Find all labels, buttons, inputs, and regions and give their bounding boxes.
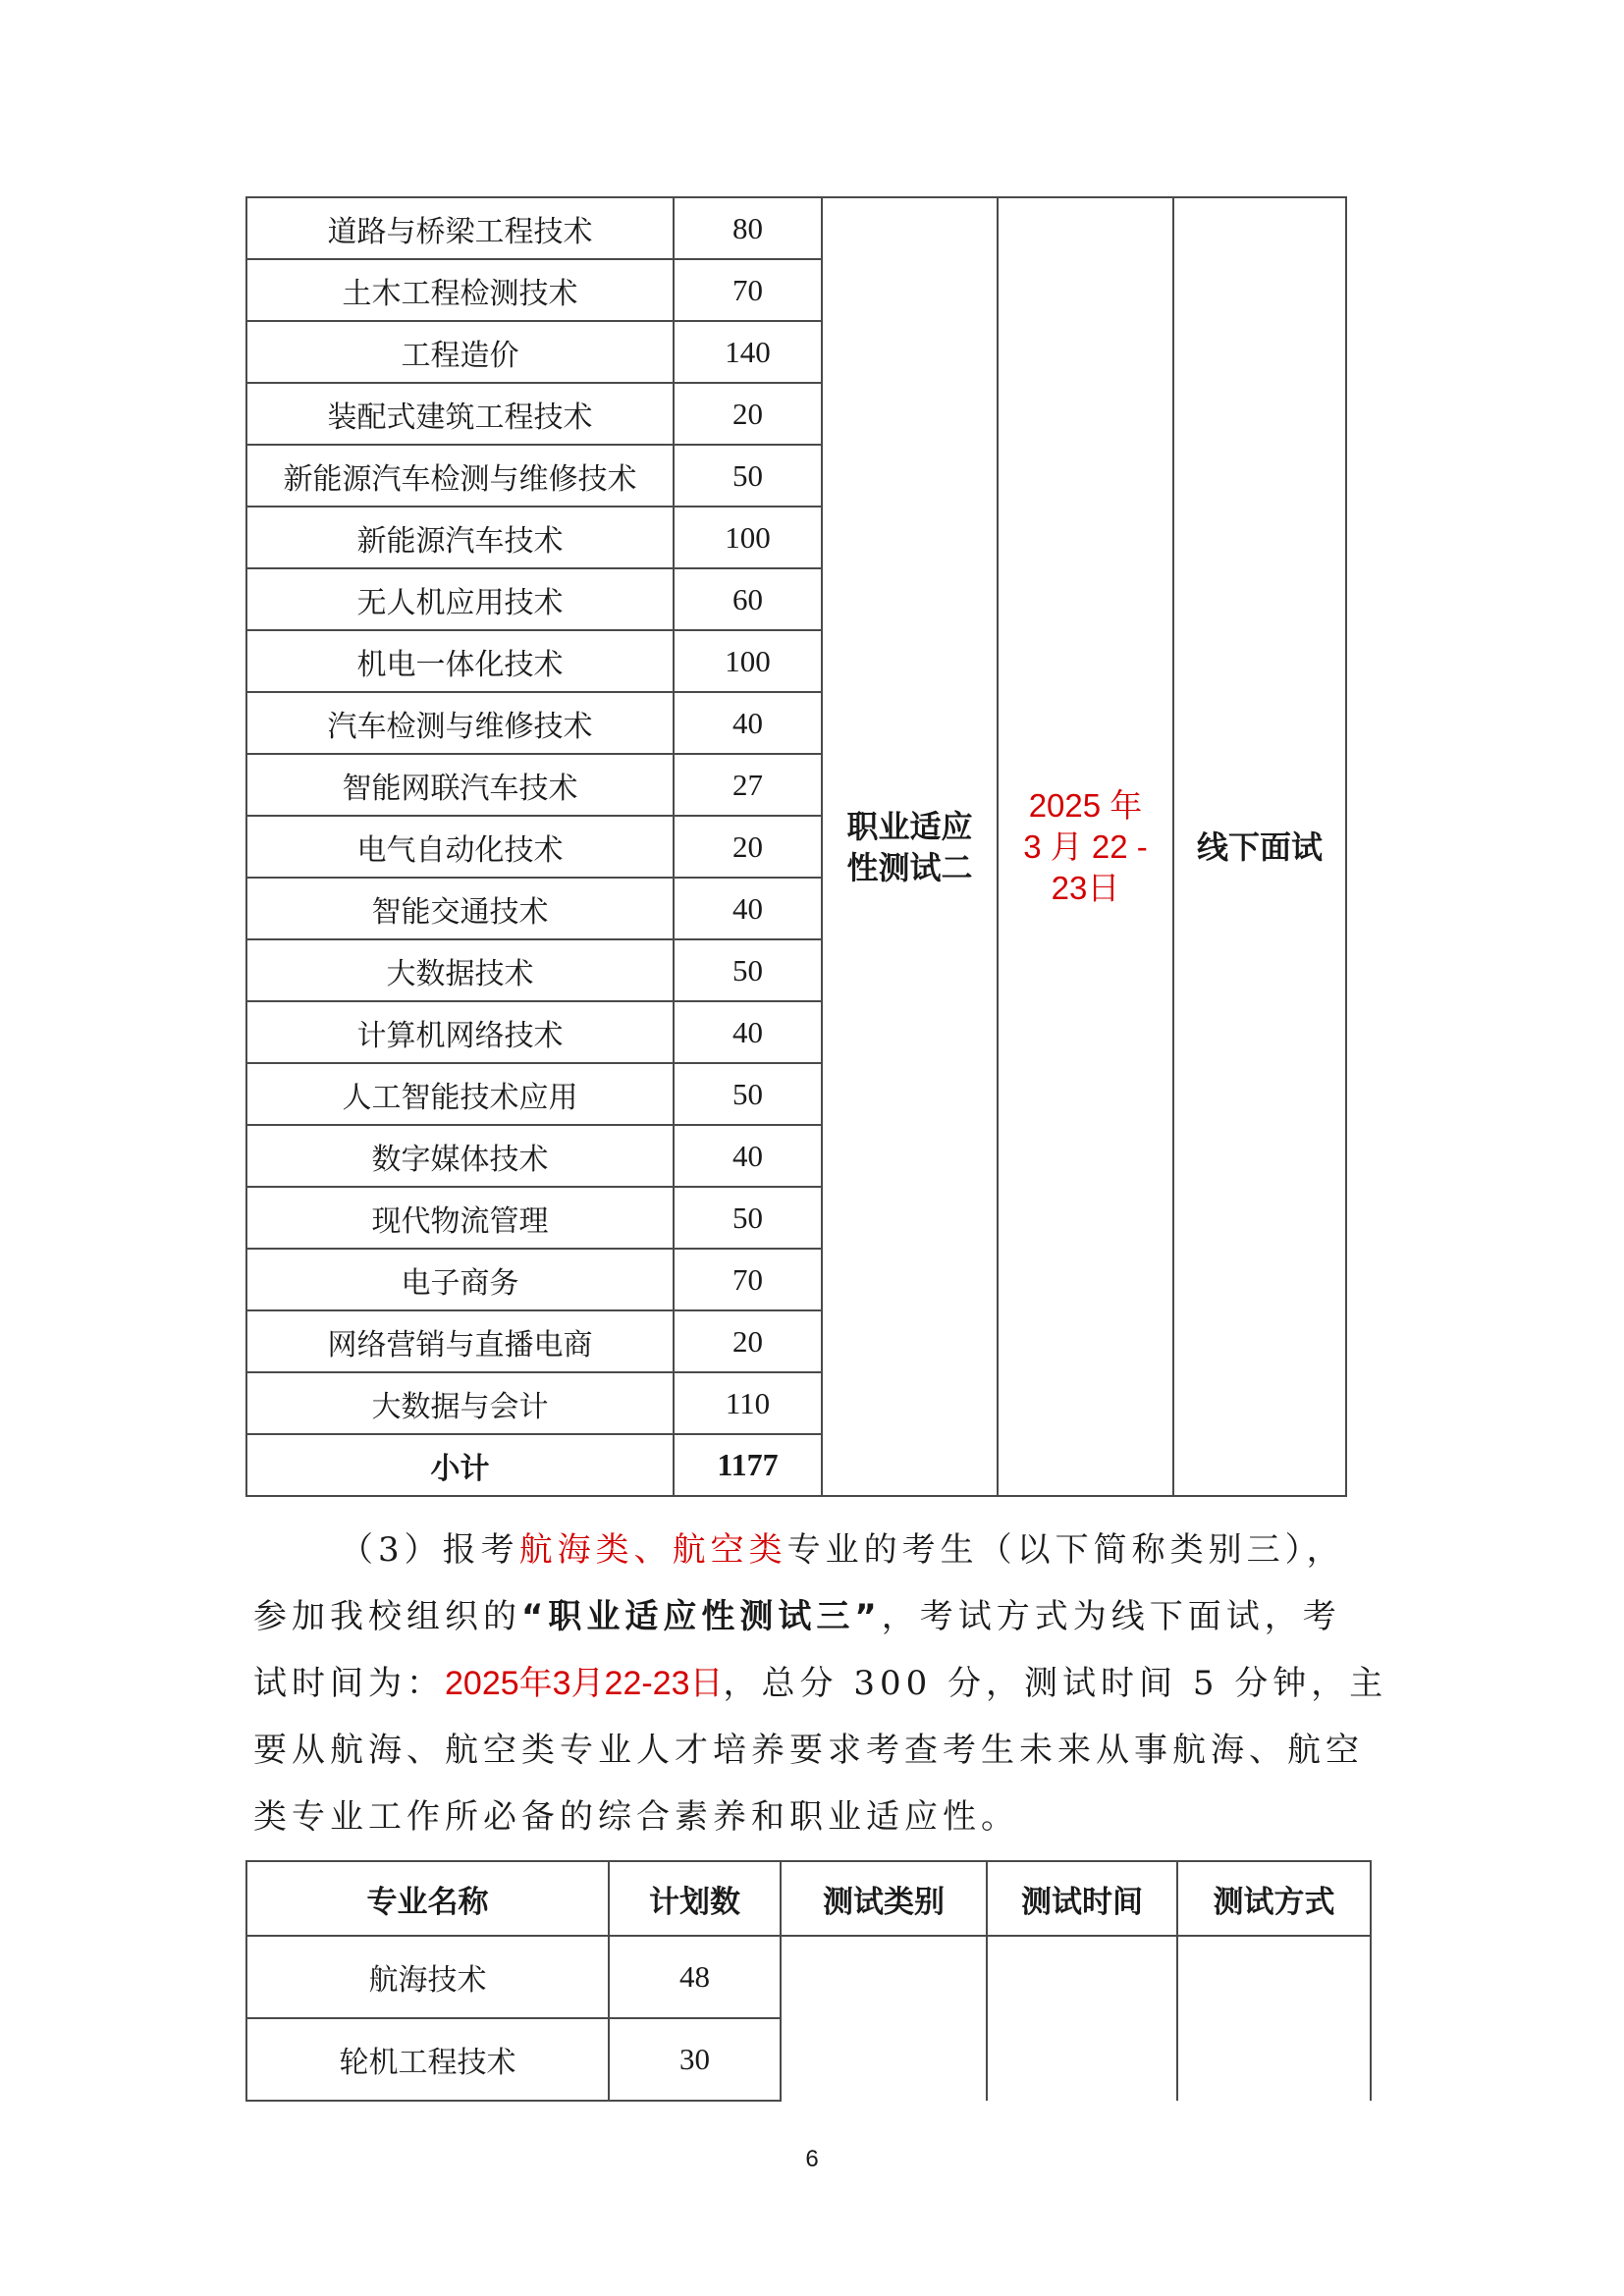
text-span: （3）报考 xyxy=(340,1530,519,1570)
table-row xyxy=(246,197,1346,259)
subtotal-value: 1177 xyxy=(674,1434,822,1496)
test-method-cell: 线下面试 xyxy=(1173,197,1346,1496)
text-span: 专业的考生（以下简称类别三）， xyxy=(786,1530,1345,1570)
plan-count: 48 xyxy=(609,1936,781,2018)
plan-count: 70 xyxy=(674,1249,822,1310)
plan-count: 140 xyxy=(674,321,822,383)
major-name: 土木工程检测技术 xyxy=(246,259,674,321)
plan-count: 27 xyxy=(674,754,822,816)
major-name: 智能交通技术 xyxy=(246,878,674,939)
plan-count: 80 xyxy=(674,197,822,259)
test-type-cell xyxy=(781,1936,987,2101)
column-header: 计划数 xyxy=(609,1861,781,1936)
major-name: 大数据技术 xyxy=(246,939,674,1001)
test-method-cell xyxy=(1177,1936,1371,2101)
major-name: 轮机工程技术 xyxy=(246,2018,609,2101)
plan-count: 40 xyxy=(674,1125,822,1187)
majors-table-category-three xyxy=(245,1860,1372,2102)
major-name: 航海技术 xyxy=(246,1936,609,2018)
major-name: 网络营销与直播电商 xyxy=(246,1310,674,1372)
test-time-cell xyxy=(998,197,1173,1496)
column-header: 专业名称 xyxy=(246,1861,609,1936)
major-name: 道路与桥梁工程技术 xyxy=(246,197,674,259)
text-span: 试时间为： xyxy=(253,1664,445,1703)
plan-count: 20 xyxy=(674,1310,822,1372)
major-name: 人工智能技术应用 xyxy=(246,1063,674,1125)
test-time-cell xyxy=(987,1936,1177,2101)
plan-count: 20 xyxy=(674,816,822,878)
text-span: ，考试方式为线下面试，考 xyxy=(881,1597,1341,1636)
test-type-cell xyxy=(822,197,998,1496)
major-name: 装配式建筑工程技术 xyxy=(246,383,674,445)
highlight-date: 2025年3月22-23日 xyxy=(445,1665,724,1702)
major-name: 大数据与会计 xyxy=(246,1372,674,1434)
column-header: 测试时间 xyxy=(987,1861,1177,1936)
paragraph-line xyxy=(253,1650,1388,1717)
test-type-line: 性测试二 xyxy=(846,848,973,886)
majors-table-category-two xyxy=(245,196,1347,1497)
plan-count: 30 xyxy=(609,2018,781,2101)
plan-count: 50 xyxy=(674,1063,822,1125)
major-name: 机电一体化技术 xyxy=(246,630,674,692)
plan-count: 100 xyxy=(674,507,822,568)
text-span: ，总分 300 分，测试时间 5 分钟，主 xyxy=(723,1664,1388,1703)
category-three-paragraph xyxy=(253,1517,1388,1850)
plan-count: 50 xyxy=(674,939,822,1001)
plan-count: 40 xyxy=(674,878,822,939)
major-name: 智能网联汽车技术 xyxy=(246,754,674,816)
major-name: 汽车检测与维修技术 xyxy=(246,692,674,754)
subtotal-label: 小计 xyxy=(246,1434,674,1496)
table-row xyxy=(246,1936,1371,2018)
test-time-line: 2025 年 xyxy=(1028,786,1143,824)
major-name: 计算机网络技术 xyxy=(246,1001,674,1063)
paragraph-line: 要从航海、航空类专业人才培养要求考查考生未来从事航海、航空 xyxy=(253,1731,1364,1770)
plan-count: 60 xyxy=(674,568,822,630)
test-type-line: 职业适应 xyxy=(846,807,973,845)
text-span: 参加我校组织的 xyxy=(253,1597,521,1636)
plan-count: 50 xyxy=(674,445,822,507)
major-name: 无人机应用技术 xyxy=(246,568,674,630)
plan-count: 70 xyxy=(674,259,822,321)
major-name: 数字媒体技术 xyxy=(246,1125,674,1187)
header-row xyxy=(246,1861,1371,1936)
page-number: 6 xyxy=(805,2146,819,2172)
highlight-text: 航海类、航空类 xyxy=(518,1530,787,1570)
test-time-line: 23日 xyxy=(1051,869,1120,906)
plan-count: 40 xyxy=(674,692,822,754)
plan-count: 40 xyxy=(674,1001,822,1063)
column-header: 测试方式 xyxy=(1177,1861,1371,1936)
plan-count: 100 xyxy=(674,630,822,692)
plan-count: 20 xyxy=(674,383,822,445)
plan-count: 50 xyxy=(674,1187,822,1249)
test-time-line: 3 月 22 - xyxy=(1023,828,1148,865)
bold-text: “职业适应性测试三” xyxy=(521,1597,882,1636)
paragraph-line: 类专业工作所必备的综合素养和职业适应性。 xyxy=(253,1797,1019,1837)
major-name: 现代物流管理 xyxy=(246,1187,674,1249)
major-name: 工程造价 xyxy=(246,321,674,383)
plan-count: 110 xyxy=(674,1372,822,1434)
paragraph-line xyxy=(253,1583,1368,1650)
major-name: 电气自动化技术 xyxy=(246,816,674,878)
major-name: 新能源汽车技术 xyxy=(246,507,674,568)
major-name: 新能源汽车检测与维修技术 xyxy=(246,445,674,507)
column-header: 测试类别 xyxy=(781,1861,987,1936)
paragraph-line xyxy=(253,1517,1368,1583)
major-name: 电子商务 xyxy=(246,1249,674,1310)
